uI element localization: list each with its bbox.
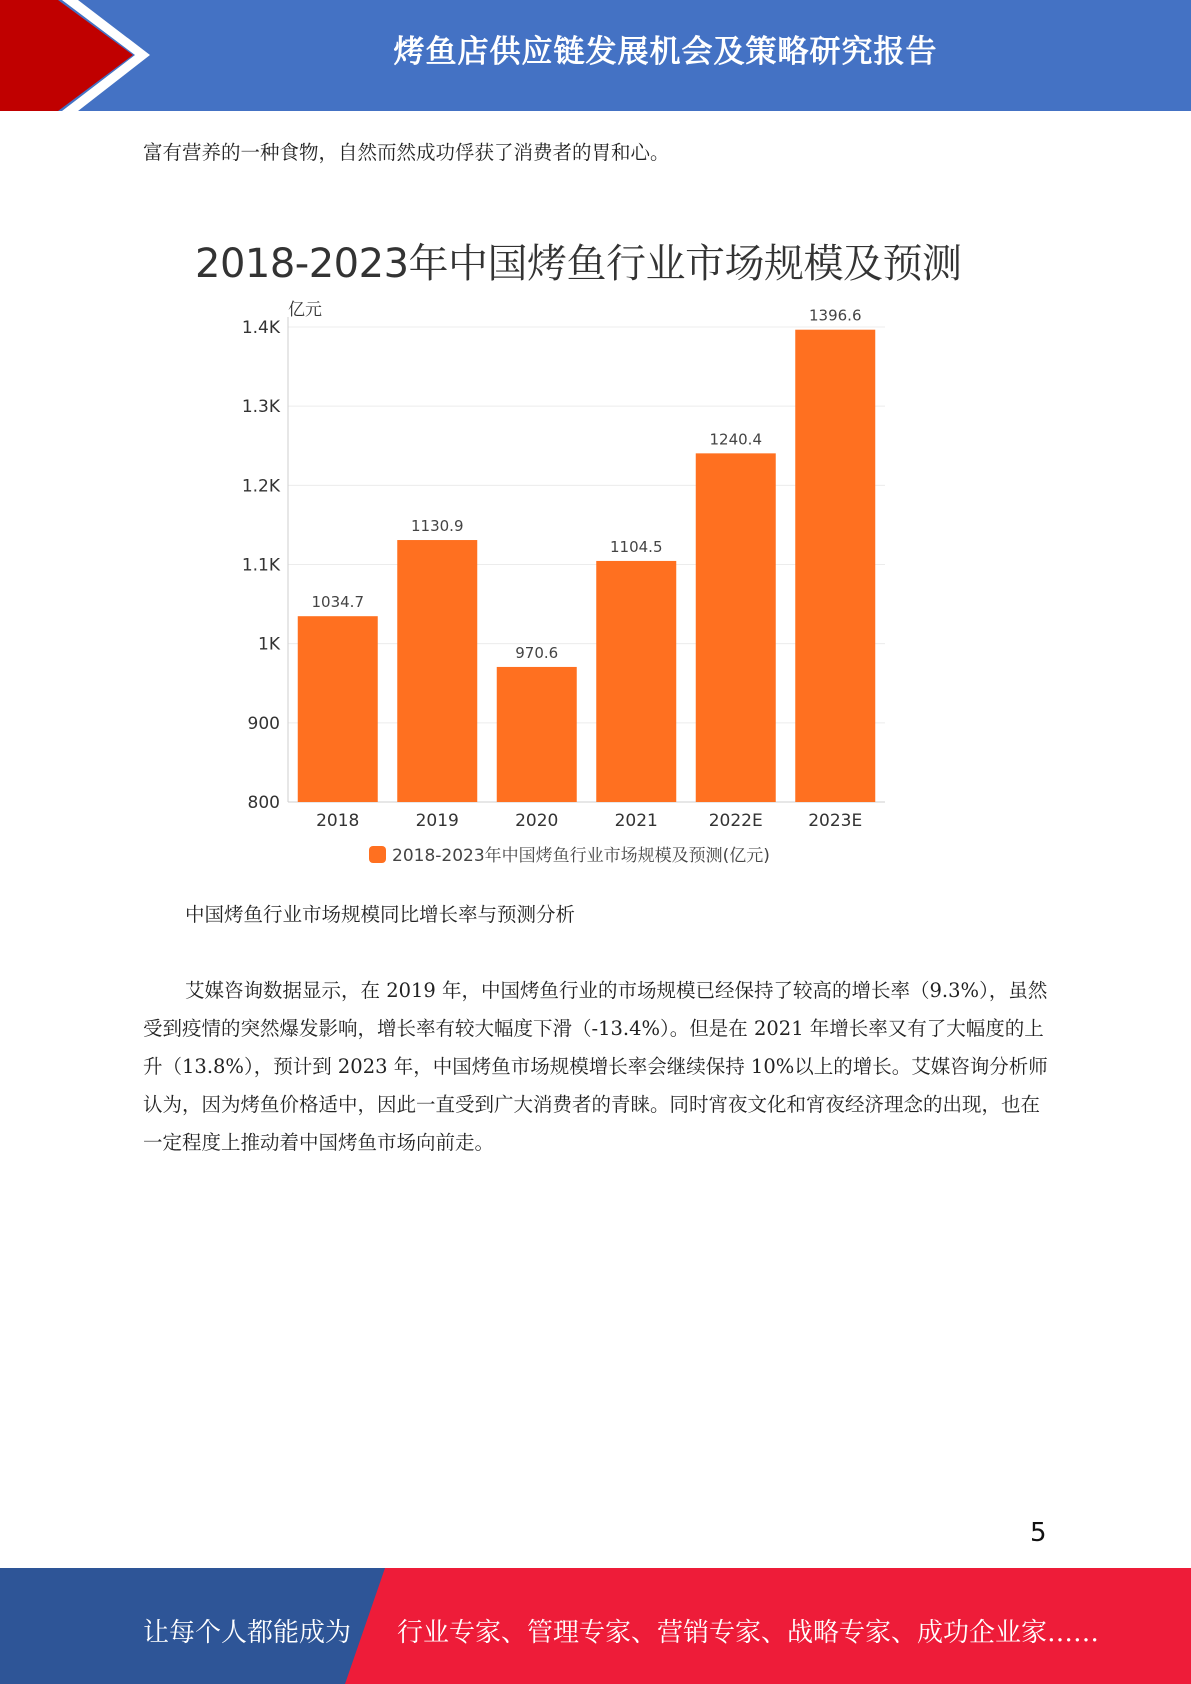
report-title: 烤鱼店供应链发展机会及策略研究报告 bbox=[393, 34, 938, 70]
bar bbox=[497, 667, 577, 802]
y-tick-label: 800 bbox=[247, 793, 280, 813]
y-tick-label: 1.4K bbox=[241, 318, 280, 338]
y-tick-label: 1.1K bbox=[241, 555, 280, 576]
x-tick-label: 2021 bbox=[614, 811, 658, 831]
bar-value-label: 1130.9 bbox=[411, 517, 464, 536]
legend-label: 2018-2023年中国烤鱼行业市场规模及预测(亿元) bbox=[392, 846, 770, 866]
y-tick-label: 1K bbox=[258, 634, 280, 655]
chevron-arrow-icon bbox=[0, 0, 160, 111]
y-tick-label: 1.3K bbox=[241, 397, 280, 418]
y-tick-label: 1.2K bbox=[241, 476, 280, 497]
footer-slogan-left: 让每个人都能成为 bbox=[143, 1618, 352, 1648]
footer-slogan-right: 行业专家、管理专家、营销专家、战略专家、成功企业家…… bbox=[397, 1618, 1100, 1648]
x-tick-label: 2020 bbox=[515, 811, 559, 831]
intro-paragraph: 富有营养的一种食物，自然而然成功俘获了消费者的胃和心。 bbox=[143, 141, 670, 164]
chart-caption: 中国烤鱼行业市场规模同比增长率与预测分析 bbox=[185, 903, 576, 926]
bar-value-label: 970.6 bbox=[515, 643, 559, 662]
page-header bbox=[0, 0, 1191, 111]
body-paragraph: 艾媒咨询数据显示，在 2019 年，中国烤鱼行业的市场规模已经保持了较高的增长率（9.3%），虽然受到疫情的突然爆发影响，增长率有较大幅度下滑（-13.4%）。但是在 2021 年增长率又有了大幅度的上升（13.8%），预计到 2023 年，中国烤鱼市场规模增长率会继续保持 10%以上的增长。艾媒咨询分析师认为，因为烤鱼价格适中，因此一直受到广大消费者的青睐。同时宵夜文化和宵夜经济理念的出现，也在一定程度上推动着中国烤鱼市场向前走。 bbox=[143, 979, 1048, 1154]
bar bbox=[795, 330, 875, 802]
bar bbox=[696, 453, 776, 802]
bar bbox=[298, 616, 378, 802]
bar bbox=[397, 540, 477, 802]
x-tick-label: 2023E bbox=[808, 811, 863, 831]
bar bbox=[596, 561, 676, 802]
y-axis-unit-label: 亿元 bbox=[288, 300, 322, 320]
chart-title: 2018-2023年中国烤鱼行业市场规模及预测 bbox=[195, 241, 962, 287]
bar-value-label: 1240.4 bbox=[709, 430, 762, 449]
bar-value-label: 1396.6 bbox=[809, 306, 862, 325]
x-tick-label: 2019 bbox=[415, 811, 459, 831]
legend-swatch bbox=[369, 846, 386, 863]
bar-value-label: 1034.7 bbox=[311, 593, 364, 612]
bar-value-label: 1104.5 bbox=[610, 537, 663, 556]
bar-chart bbox=[220, 295, 900, 875]
x-tick-label: 2022E bbox=[708, 811, 763, 831]
page-number: 5 bbox=[1030, 1518, 1047, 1548]
x-tick-label: 2018 bbox=[316, 811, 360, 831]
y-tick-label: 900 bbox=[247, 713, 280, 734]
